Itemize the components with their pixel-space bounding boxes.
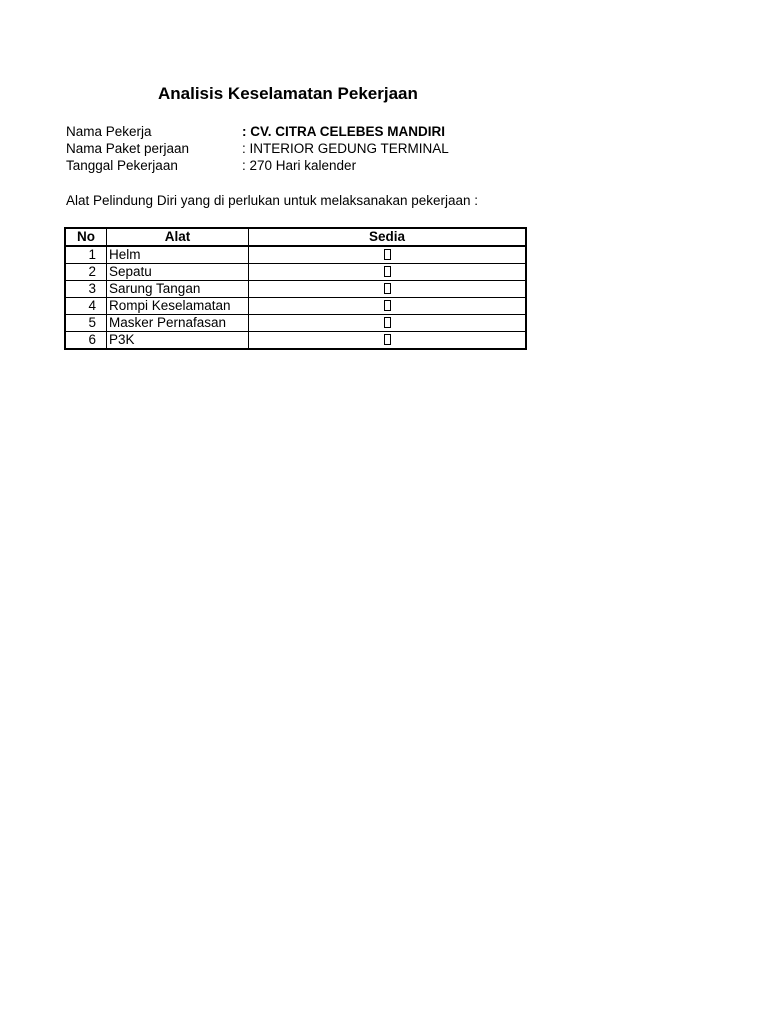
- row-no: 4: [65, 298, 107, 315]
- row-no: 1: [65, 246, 107, 264]
- row-alat: P3K: [107, 332, 249, 350]
- intro-text: Alat Pelindung Diri yang di perlukan untuk melaksanakan pekerjaan :: [66, 193, 479, 208]
- row-sedia: [249, 298, 527, 315]
- table-row: [65, 264, 526, 281]
- table-header-row: [65, 228, 526, 246]
- row-no: 5: [65, 315, 107, 332]
- info-label: Tanggal Pekerjaan: [66, 158, 178, 173]
- row-sedia: [249, 315, 527, 332]
- box-icon: [384, 334, 391, 345]
- info-label: Nama Paket perjaan: [66, 141, 190, 156]
- row-alat: Sepatu: [107, 264, 249, 281]
- row-alat: Masker Pernafasan: [107, 315, 249, 332]
- row-sedia: [249, 246, 527, 264]
- row-alat: Helm: [107, 246, 249, 264]
- row-alat: Rompi Keselamatan: [107, 298, 249, 315]
- box-icon: [384, 249, 391, 260]
- info-label: Nama Pekerja: [66, 124, 152, 139]
- box-icon: [384, 283, 391, 294]
- box-icon: [384, 317, 391, 328]
- page-title: Analisis Keselamatan Pekerjaan: [158, 84, 418, 103]
- row-sedia: [249, 264, 527, 281]
- row-no: 2: [65, 264, 107, 281]
- row-sedia: [249, 332, 527, 350]
- apd-table: [64, 227, 527, 350]
- box-icon: [384, 300, 391, 311]
- table-row: [65, 298, 526, 315]
- header-no: No: [65, 228, 107, 246]
- table-row: [65, 315, 526, 332]
- header-sedia: Sedia: [249, 228, 527, 246]
- table-row: [65, 281, 526, 298]
- box-icon: [384, 266, 391, 277]
- info-value: : INTERIOR GEDUNG TERMINAL: [242, 141, 449, 156]
- header-alat: Alat: [107, 228, 249, 246]
- table-row: [65, 246, 526, 264]
- row-alat: Sarung Tangan: [107, 281, 249, 298]
- table-row: [65, 332, 526, 350]
- info-value: : 270 Hari kalender: [242, 158, 357, 173]
- row-no: 3: [65, 281, 107, 298]
- row-no: 6: [65, 332, 107, 350]
- info-value: : CV. CITRA CELEBES MANDIRI: [242, 124, 446, 139]
- row-sedia: [249, 281, 527, 298]
